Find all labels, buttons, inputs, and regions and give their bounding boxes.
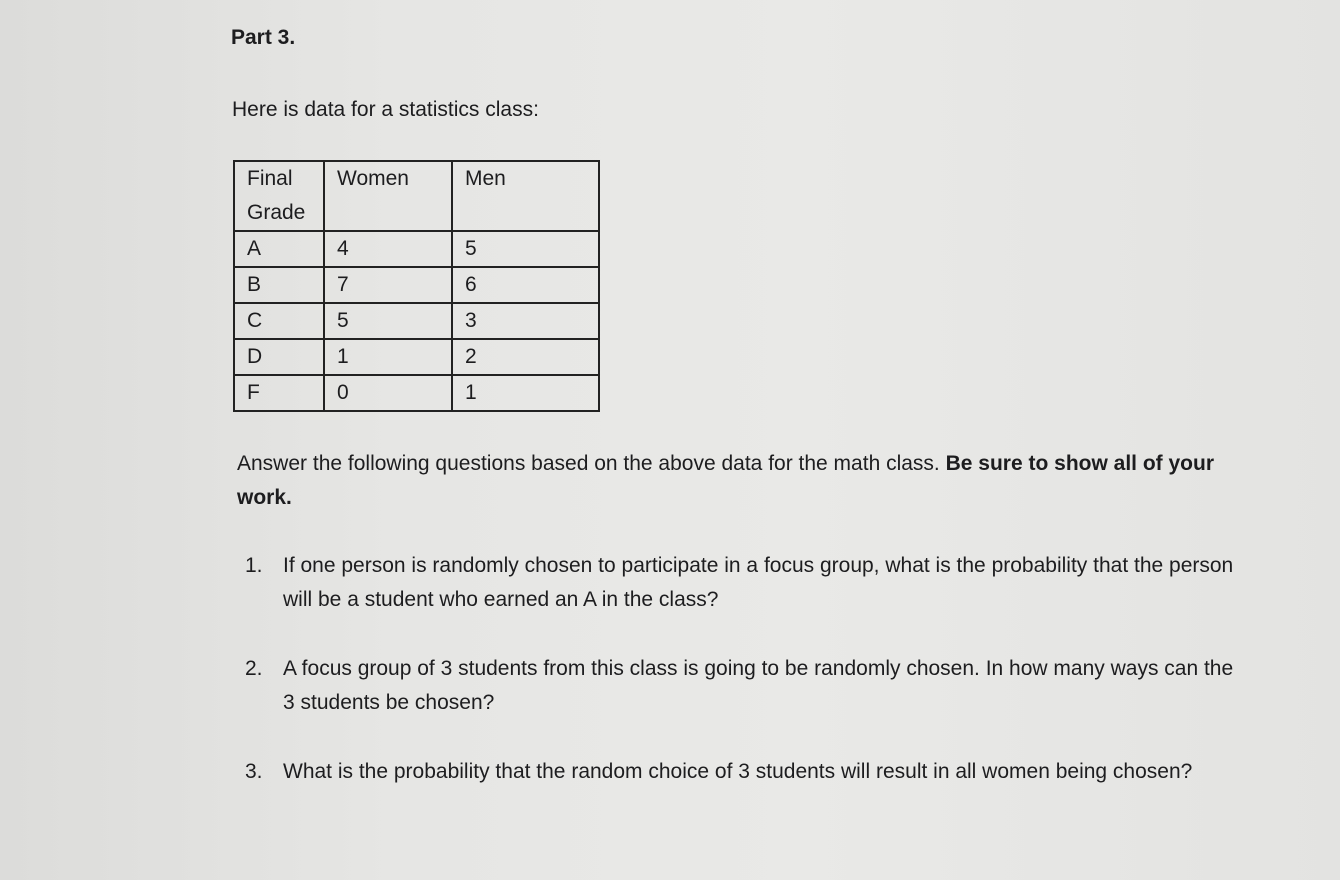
grade-cell: C: [234, 303, 324, 339]
men-cell: 6: [452, 267, 599, 303]
men-cell: 3: [452, 303, 599, 339]
table-row: [234, 303, 599, 339]
table-header-row: [234, 161, 599, 231]
table-row: [234, 267, 599, 303]
men-cell: 1: [452, 375, 599, 411]
grade-cell: A: [234, 231, 324, 267]
grade-cell: F: [234, 375, 324, 411]
header-men: Men: [452, 161, 599, 231]
question-text: What is the probability that the random choice of 3 students will result in all women being chosen?: [283, 760, 1193, 783]
women-cell: 0: [324, 375, 452, 411]
grade-cell: D: [234, 339, 324, 375]
men-cell: 2: [452, 339, 599, 375]
instructions: [237, 447, 1237, 515]
question-number: 3.: [245, 760, 263, 783]
grade-table: [233, 160, 600, 412]
intro-text: Here is data for a statistics class:: [232, 98, 539, 121]
question-number: 2.: [245, 657, 263, 680]
header-women: Women: [324, 161, 452, 231]
women-cell: 7: [324, 267, 452, 303]
question-text: If one person is randomly chosen to participate in a focus group, what is the probability that the person will be a student who earned an A in the class?: [283, 554, 1234, 611]
men-cell: 5: [452, 231, 599, 267]
table-row: [234, 375, 599, 411]
instructions-bold: Be sure to show all of your work.: [237, 452, 1214, 509]
header-final-grade: Final Grade: [234, 161, 324, 231]
women-cell: 5: [324, 303, 452, 339]
question-number: 1.: [245, 554, 263, 577]
table-row: [234, 231, 599, 267]
women-cell: 4: [324, 231, 452, 267]
grade-cell: B: [234, 267, 324, 303]
question-text: A focus group of 3 students from this class is going to be randomly chosen. In how many ways can the 3 students be chosen?: [283, 657, 1234, 714]
table-row: [234, 339, 599, 375]
women-cell: 1: [324, 339, 452, 375]
part-title: Part 3.: [231, 26, 296, 49]
instructions-text: Answer the following questions based on the above data for the math class.: [237, 452, 946, 475]
